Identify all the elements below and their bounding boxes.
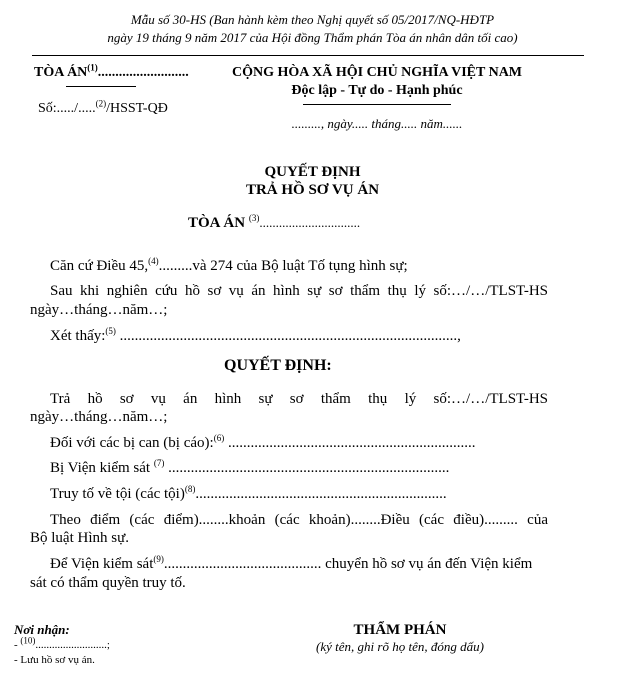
footnote-5: (5) <box>105 326 116 336</box>
form-note-line-2: ngày 19 tháng 9 năm 2017 của Hội đồng Thẩm phán Tòa án nhân dân tối cao) <box>107 30 518 45</box>
court-heading: TÒA ÁN $^{(3)}$............................... <box>188 213 361 231</box>
footnote-2: (2) <box>95 98 107 109</box>
legal-basis: Căn cứ Điều 45,$^{(4)}$.........và 274 của Bộ luật Tố tụng hình sự; <box>50 256 408 274</box>
footnote-1: (1) <box>87 62 98 73</box>
return-file-line-2: ngày…tháng…năm…; <box>30 409 168 425</box>
articles-line-2: Bộ luật Hình sự. <box>30 530 129 546</box>
signature-note: (ký tên, ghi rõ họ tên, đóng dấu) <box>316 639 484 654</box>
return-file-line-1: Trả hồ sơ vụ án hình sự sơ thẩm thụ lý số:…/…/TLST-HS <box>50 391 548 407</box>
court-dots: .......................... <box>97 65 189 80</box>
header-divider <box>32 55 584 56</box>
date-line: ........., ngày..... tháng..... năm...... <box>291 116 463 131</box>
transfer-line-1: Để Viện kiểm sát$^{(9)}$.......................................... chuyển hồ sơ vụ án đến Viện kiểm <box>50 554 533 572</box>
findings-line: Xét thấy:$^{(5)}$ .........................................................................................., <box>50 326 461 344</box>
transfer-line-2: sát có thẩm quyền truy tố. <box>30 575 186 591</box>
left-underline <box>66 86 136 87</box>
footnote-8: (8) <box>184 484 196 494</box>
case-review-line-1: Sau khi nghiên cứu hồ sơ vụ án hình sự sơ thẩm thụ lý số:…/…/TLST-HS <box>50 283 548 299</box>
signature-title: THẨM PHÁN <box>353 622 447 638</box>
footnote-7: (7) <box>153 458 165 468</box>
court-name-left <box>34 62 189 81</box>
procuracy-line: Bị Viện kiểm sát $^{(7)}$ ........................................................................... <box>50 458 450 476</box>
motto-underline <box>303 104 451 105</box>
case-review-line-2: ngày…tháng…năm…; <box>30 302 168 318</box>
document-subtitle: TRẢ HỒ SƠ VỤ ÁN <box>245 182 380 198</box>
recipient-item-1: - $^{(10)}$..........................; <box>14 635 110 651</box>
recipients-label: Nơi nhận: <box>14 622 70 637</box>
footnote-3: (3) <box>248 213 260 223</box>
footnote-9: (9) <box>153 554 164 564</box>
nation-motto: Độc lập - Tự do - Hạnh phúc <box>291 83 463 98</box>
decision-heading: QUYẾT ĐỊNH: <box>224 357 332 374</box>
court-label: TÒA ÁN <box>34 65 88 80</box>
footnote-6: (6) <box>213 433 225 443</box>
recipient-item-2: - Lưu hồ sơ vụ án. <box>14 654 95 666</box>
document-title: QUYẾT ĐỊNH <box>264 164 361 180</box>
form-note-line-1: Mẫu số 30-HS (Ban hành kèm theo Nghị quyết số 05/2017/NQ-HĐTP <box>130 12 495 27</box>
defendants-line: Đối với các bị can (bị cáo):$^{(6)}$ .................................................................. <box>50 433 476 451</box>
footnote-10: (10) <box>20 635 36 646</box>
charges-line: Truy tố về tội (các tội)$^{(8)}$................................................................... <box>50 484 447 502</box>
footnote-4: (4) <box>148 256 159 266</box>
articles-line-1: Theo điểm (các điểm)........khoản (các khoản)........Điều (các điều)......... của <box>50 512 548 528</box>
nation-title: CỘNG HÒA XÃ HỘI CHỦ NGHĨA VIỆT NAM <box>232 65 523 80</box>
decision-number: Số:...../.....$^{(2)}$/HSST-QĐ <box>38 98 168 116</box>
